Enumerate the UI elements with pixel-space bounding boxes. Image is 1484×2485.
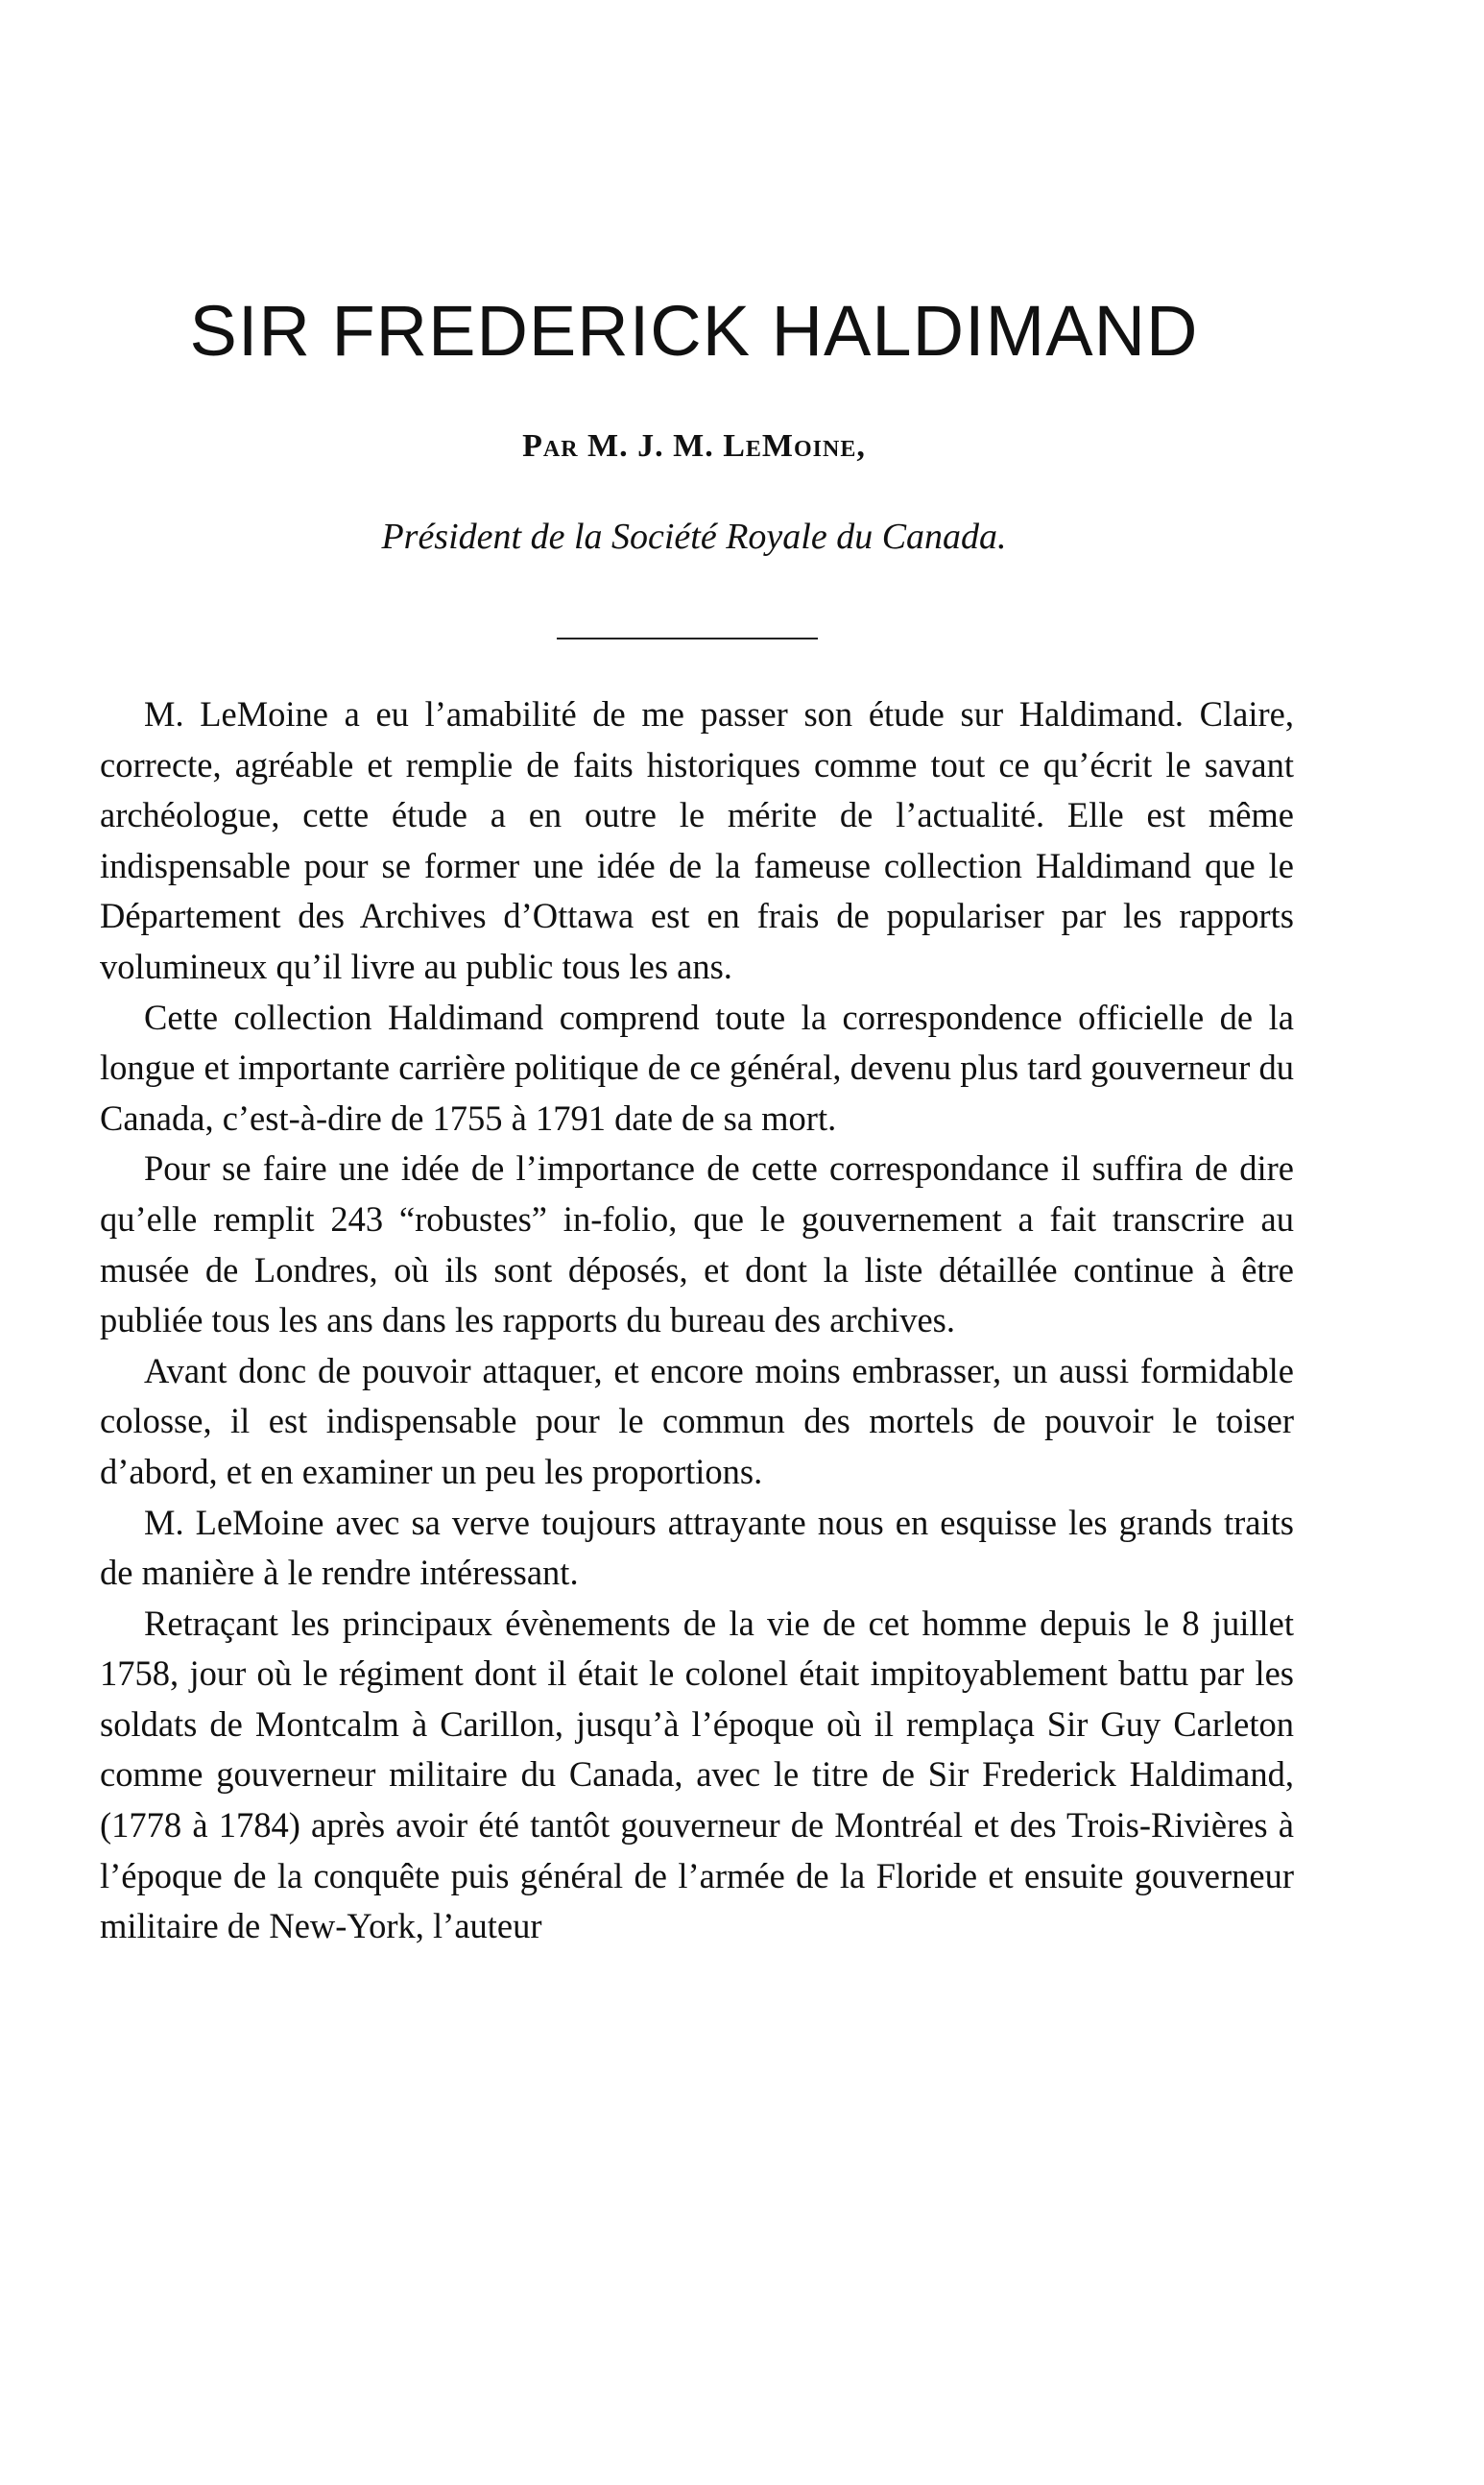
author-affiliation: Président de la Société Royale du Canada.: [381, 517, 1007, 557]
section-divider: [557, 638, 818, 639]
paragraph: M. LeMoine a eu l’amabilité de me passer son étude sur Haldimand. Claire, correcte, agréable et remplie de faits historiques comme tout ce qu’écrit le savant archéologue, cette étude a en outre le mérite de l’actualité. Elle est même indispensable pour se former une idée de la fameuse collection Haldimand que le Département des Archives d’Ottawa est en frais de populariser par les rapports volumineux qu’il livre au public tous les ans.: [100, 694, 1294, 986]
paragraph: Pour se faire une idée de l’importance de cette correspondance il suffira de dire qu’elle remplit 243 “robustes” in-folio, que le gouvernement a fait transcrire au musée de Londres, où ils sont déposés, et dont la liste détaillée continue à être publiée tous les ans dans les rapports du bureau des archives.: [100, 1148, 1294, 1340]
article-body: [100, 689, 1294, 1952]
article-title: SIR FREDERICK HALDIMAND: [189, 291, 1199, 371]
paragraph: Retraçant les principaux évènements de la vie de cet homme depuis le 8 juillet 1758, jour où le régiment dont il était le colonel était impitoyablement battu par les soldats de Montcalm à Carillon, jusqu’à l’époque où il remplaça Sir Guy Carleton comme gouverneur militaire du Canada, avec le titre de Sir Frederick Haldimand, (1778 à 1784) après avoir été tantôt gouverneur de Montréal et des Trois-Rivières à l’époque de la conquête puis général de l’armée de la Floride et ensuite gouverneur militaire de New-York, l’auteur: [100, 1603, 1294, 1946]
author-byline: Par M. J. M. LeMoine,: [522, 428, 866, 464]
paragraph: M. LeMoine avec sa verve toujours attrayante nous en esquisse les grands traits de manière à le rendre intéressant.: [100, 1502, 1294, 1593]
paragraph: Cette collection Haldimand comprend toute la correspondence officielle de la longue et importante carrière politique de ce général, devenu plus tard gouverneur du Canada, c’est-à-dire de 1755 à 1791 date de sa mort.: [100, 997, 1294, 1138]
paragraph: Avant donc de pouvoir attaquer, et encore moins embrasser, un aussi formidable colosse, il est indispensable pour le commun des mortels de pouvoir le toiser d’abord, et en examiner un peu les proportions.: [100, 1350, 1294, 1491]
